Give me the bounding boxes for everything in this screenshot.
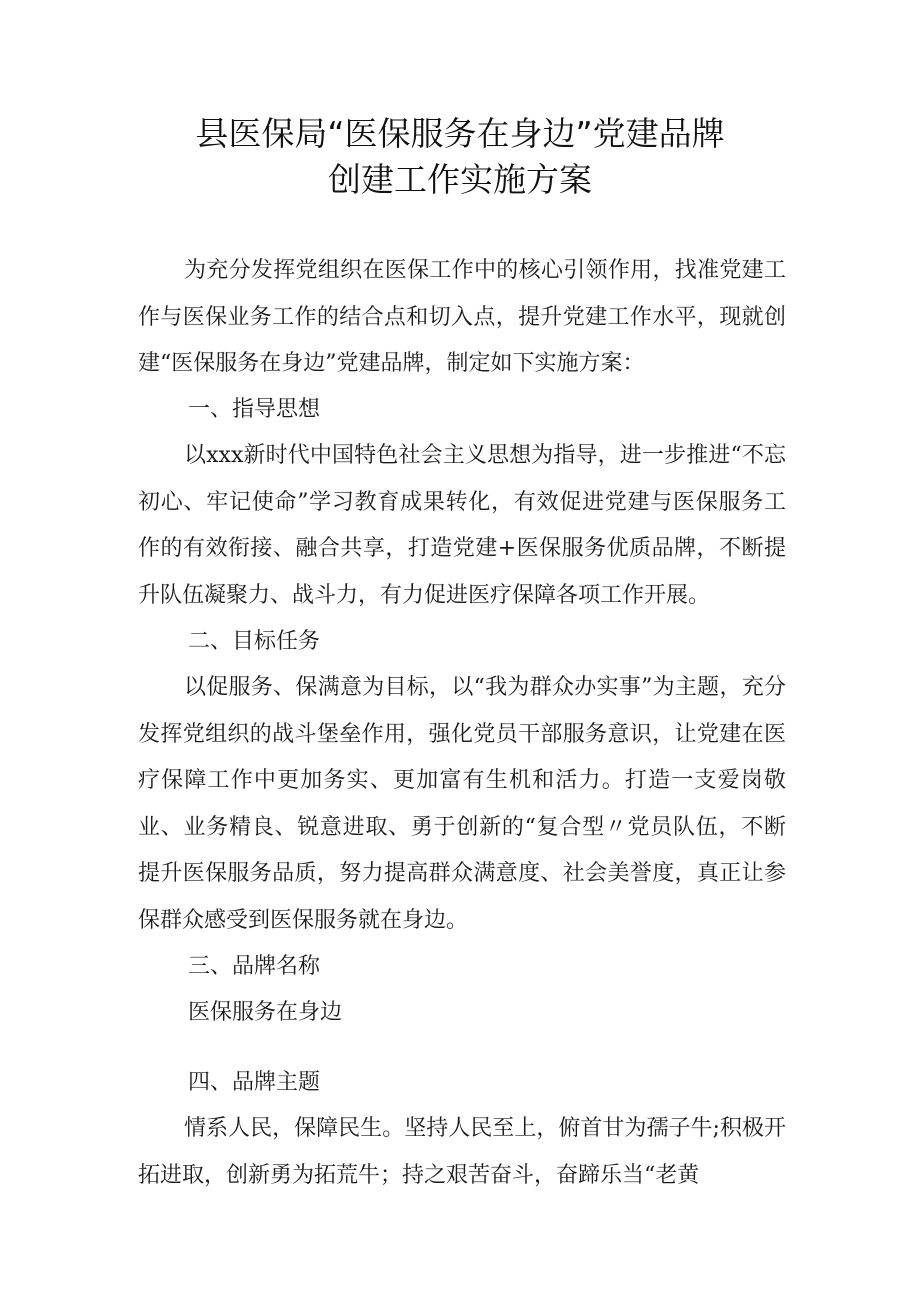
document-title-line-2: 创建工作实施方案 — [328, 160, 592, 199]
brand-name-text: 医保服务在身边 — [188, 1000, 343, 1025]
intro-paragraph: 为充分发挥党组织在医保工作中的核心引领作用，找准党建工作与医保业务工作的结合点和切入点，提升党建工作水平，现就创建“医保服务在身边”党建品牌，制定如下实施方案： — [138, 258, 786, 377]
document-title-line-1: 县医保局“医保服务在身边”党建品牌 — [195, 114, 725, 153]
section-body-goals-tasks: 以促服务、保满意为目标，以“我为群众办实事”为主题，充分发挥党组织的战斗堡垒作用，强化党员干部服务意识，让党建在医疗保障工作中更加务实、更加富有生机和活力。打造一支爱岗敬业、业务精良、锐意进取、勇于创新的“复合型〃党员队伍，不断提升医保服务品质，努力提高群众满意度、社会美誉度，真正让参保群众感受到医保服务就在身边。 — [138, 675, 786, 933]
section-heading-brand-theme: 四、品牌主题 — [188, 1070, 321, 1095]
section-heading-guiding-ideology: 一、指导思想 — [188, 397, 321, 422]
section-body-guiding-ideology: 以xxx新时代中国特色社会主义思想为指导，进一步推进“不忘初心、牢记使命”学习教育成果转化，有效促进党建与医保服务工作的有效衔接、融合共享，打造党建+医保服务优质品牌，不断提升队伍凝聚力、战斗力，有力促进医疗保障各项工作开展。 — [138, 443, 786, 608]
section-heading-brand-name: 三、品牌名称 — [188, 954, 321, 979]
section-body-brand-theme: 情系人民，保障民生。坚持人民至上，俯首甘为孺子牛;积极开拓进取，创新勇为拓荒牛；持之艰苦奋斗，奋蹄乐当“老黄 — [138, 1116, 786, 1188]
section-heading-goals-tasks: 二、目标任务 — [188, 629, 321, 654]
